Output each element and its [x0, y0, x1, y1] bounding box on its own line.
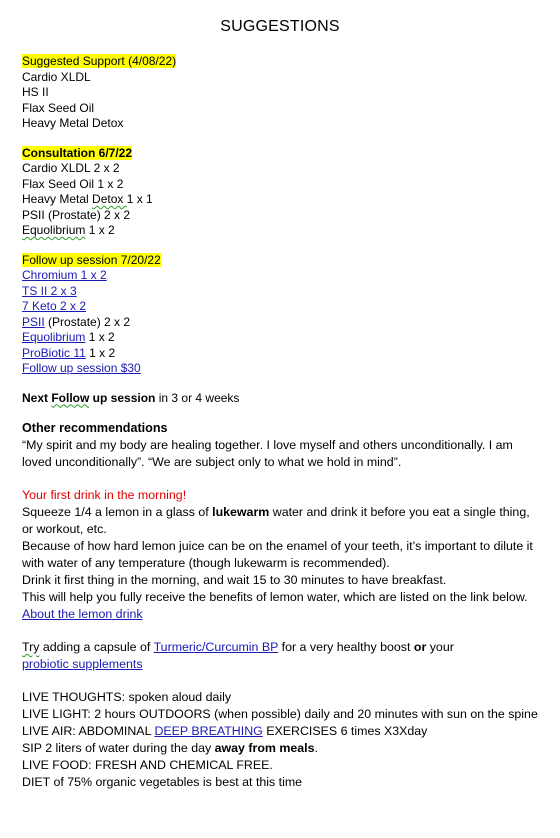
- supplement-suggestion: Try adding a capsule of Turmeric/Curcumin BP for a very healthy boost or your probiotic supplements: [22, 640, 454, 671]
- live-light: LIVE LIGHT: 2 hours OUTDOORS (when possible) daily and 20 minutes with sun on the spine: [22, 707, 538, 721]
- page-title: SUGGESTIONS: [220, 18, 340, 35]
- consult-item: Equolibrium 1 x 2: [22, 223, 115, 237]
- probiotic-link[interactable]: ProBiotic 11: [22, 345, 86, 360]
- lemon-paragraph: Because of how hard lemon juice can be on the enamel of your teeth, it’s important to dilute it with water of any temperature (though lukewarm is recommended).: [22, 539, 533, 570]
- sip-water: SIP 2 liters of water during the day away from meals.: [22, 741, 318, 755]
- psii-link[interactable]: PSII: [22, 314, 45, 329]
- support-item: Heavy Metal Detox: [22, 116, 124, 130]
- lemon-drink-section: [22, 487, 538, 623]
- consult-item: PSII (Prostate) 2 x 2: [22, 207, 131, 222]
- consult-item: Flax Seed Oil 1 x 2: [22, 176, 124, 191]
- support-item: Cardio XLDL: [22, 69, 91, 84]
- consult-item: Cardio XLDL 2 x 2: [22, 161, 120, 175]
- lemon-paragraph: Drink it first thing in the morning, and wait 15 to 30 minutes to have breakfast.: [22, 573, 447, 587]
- consult-item: Heavy Metal Detox 1 x 1: [22, 192, 153, 206]
- diet: DIET of 75% organic vegetables is best at this time: [22, 775, 303, 789]
- other-heading: Other recommendations: [22, 421, 168, 435]
- suggested-support-section: [22, 54, 538, 132]
- ts-ii-link[interactable]: TS II 2 x 3: [22, 283, 77, 298]
- live-section: [22, 689, 538, 791]
- support-item: Flax Seed Oil: [22, 100, 95, 115]
- lemon-paragraph: This will help you fully receive the benefits of lemon water, which are listed on the link below. About the lemon drink: [22, 590, 528, 621]
- other-recommendations-section: [22, 420, 538, 471]
- equolibrium-link[interactable]: Equolibrium: [22, 330, 86, 344]
- probiotic-supplements-link[interactable]: probiotic supplements: [22, 657, 143, 671]
- 7-keto-link[interactable]: 7 Keto 2 x 2: [22, 299, 87, 313]
- consultation-heading: Consultation 6/7/22: [22, 145, 133, 160]
- live-food: LIVE FOOD: FRESH AND CHEMICAL FREE.: [22, 758, 273, 772]
- next-followup-line: Next Follow up session in 3 or 4 weeks: [22, 390, 240, 405]
- live-thoughts: LIVE THOUGHTS: spoken aloud daily: [22, 690, 232, 704]
- followup-heading: Follow up session 7/20/22: [22, 252, 161, 267]
- turmeric-link[interactable]: Turmeric/Curcumin BP: [153, 640, 279, 654]
- about-lemon-drink-link[interactable]: About the lemon drink: [22, 607, 143, 621]
- lemon-heading: Your first drink in the morning!: [22, 488, 187, 502]
- support-heading: Suggested Support (4/08/22): [22, 54, 177, 68]
- followup-session-link[interactable]: Follow up session $30: [22, 361, 141, 375]
- deep-breathing-link[interactable]: DEEP BREATHING: [154, 724, 263, 738]
- followup-section: Follow up session 7/20/22 Chromium 1 x 2 TS II 2 x 3 7 Keto 2 x 2 PSII (Prostate) 2 x 2 Equolibrium 1 x 2 ProBiotic 11 1 x 2 Follow up session $30: [22, 252, 161, 375]
- live-air: LIVE AIR: ABDOMINAL DEEP BREATHING EXERCISES 6 times X3Xday: [22, 724, 428, 738]
- chromium-link[interactable]: Chromium 1 x 2: [22, 268, 107, 282]
- affirmation-quote: “My spirit and my body are healing together. I love myself and others unconditionally. I am loved unconditionally”. “We are subject only to what we hold in mind”.: [22, 438, 513, 469]
- consultation-section: [22, 146, 538, 239]
- support-item: HS II: [22, 85, 49, 99]
- lemon-paragraph: Squeeze 1/4 a lemon in a glass of lukewarm water and drink it before you eat a single thing, or workout, etc.: [22, 505, 530, 536]
